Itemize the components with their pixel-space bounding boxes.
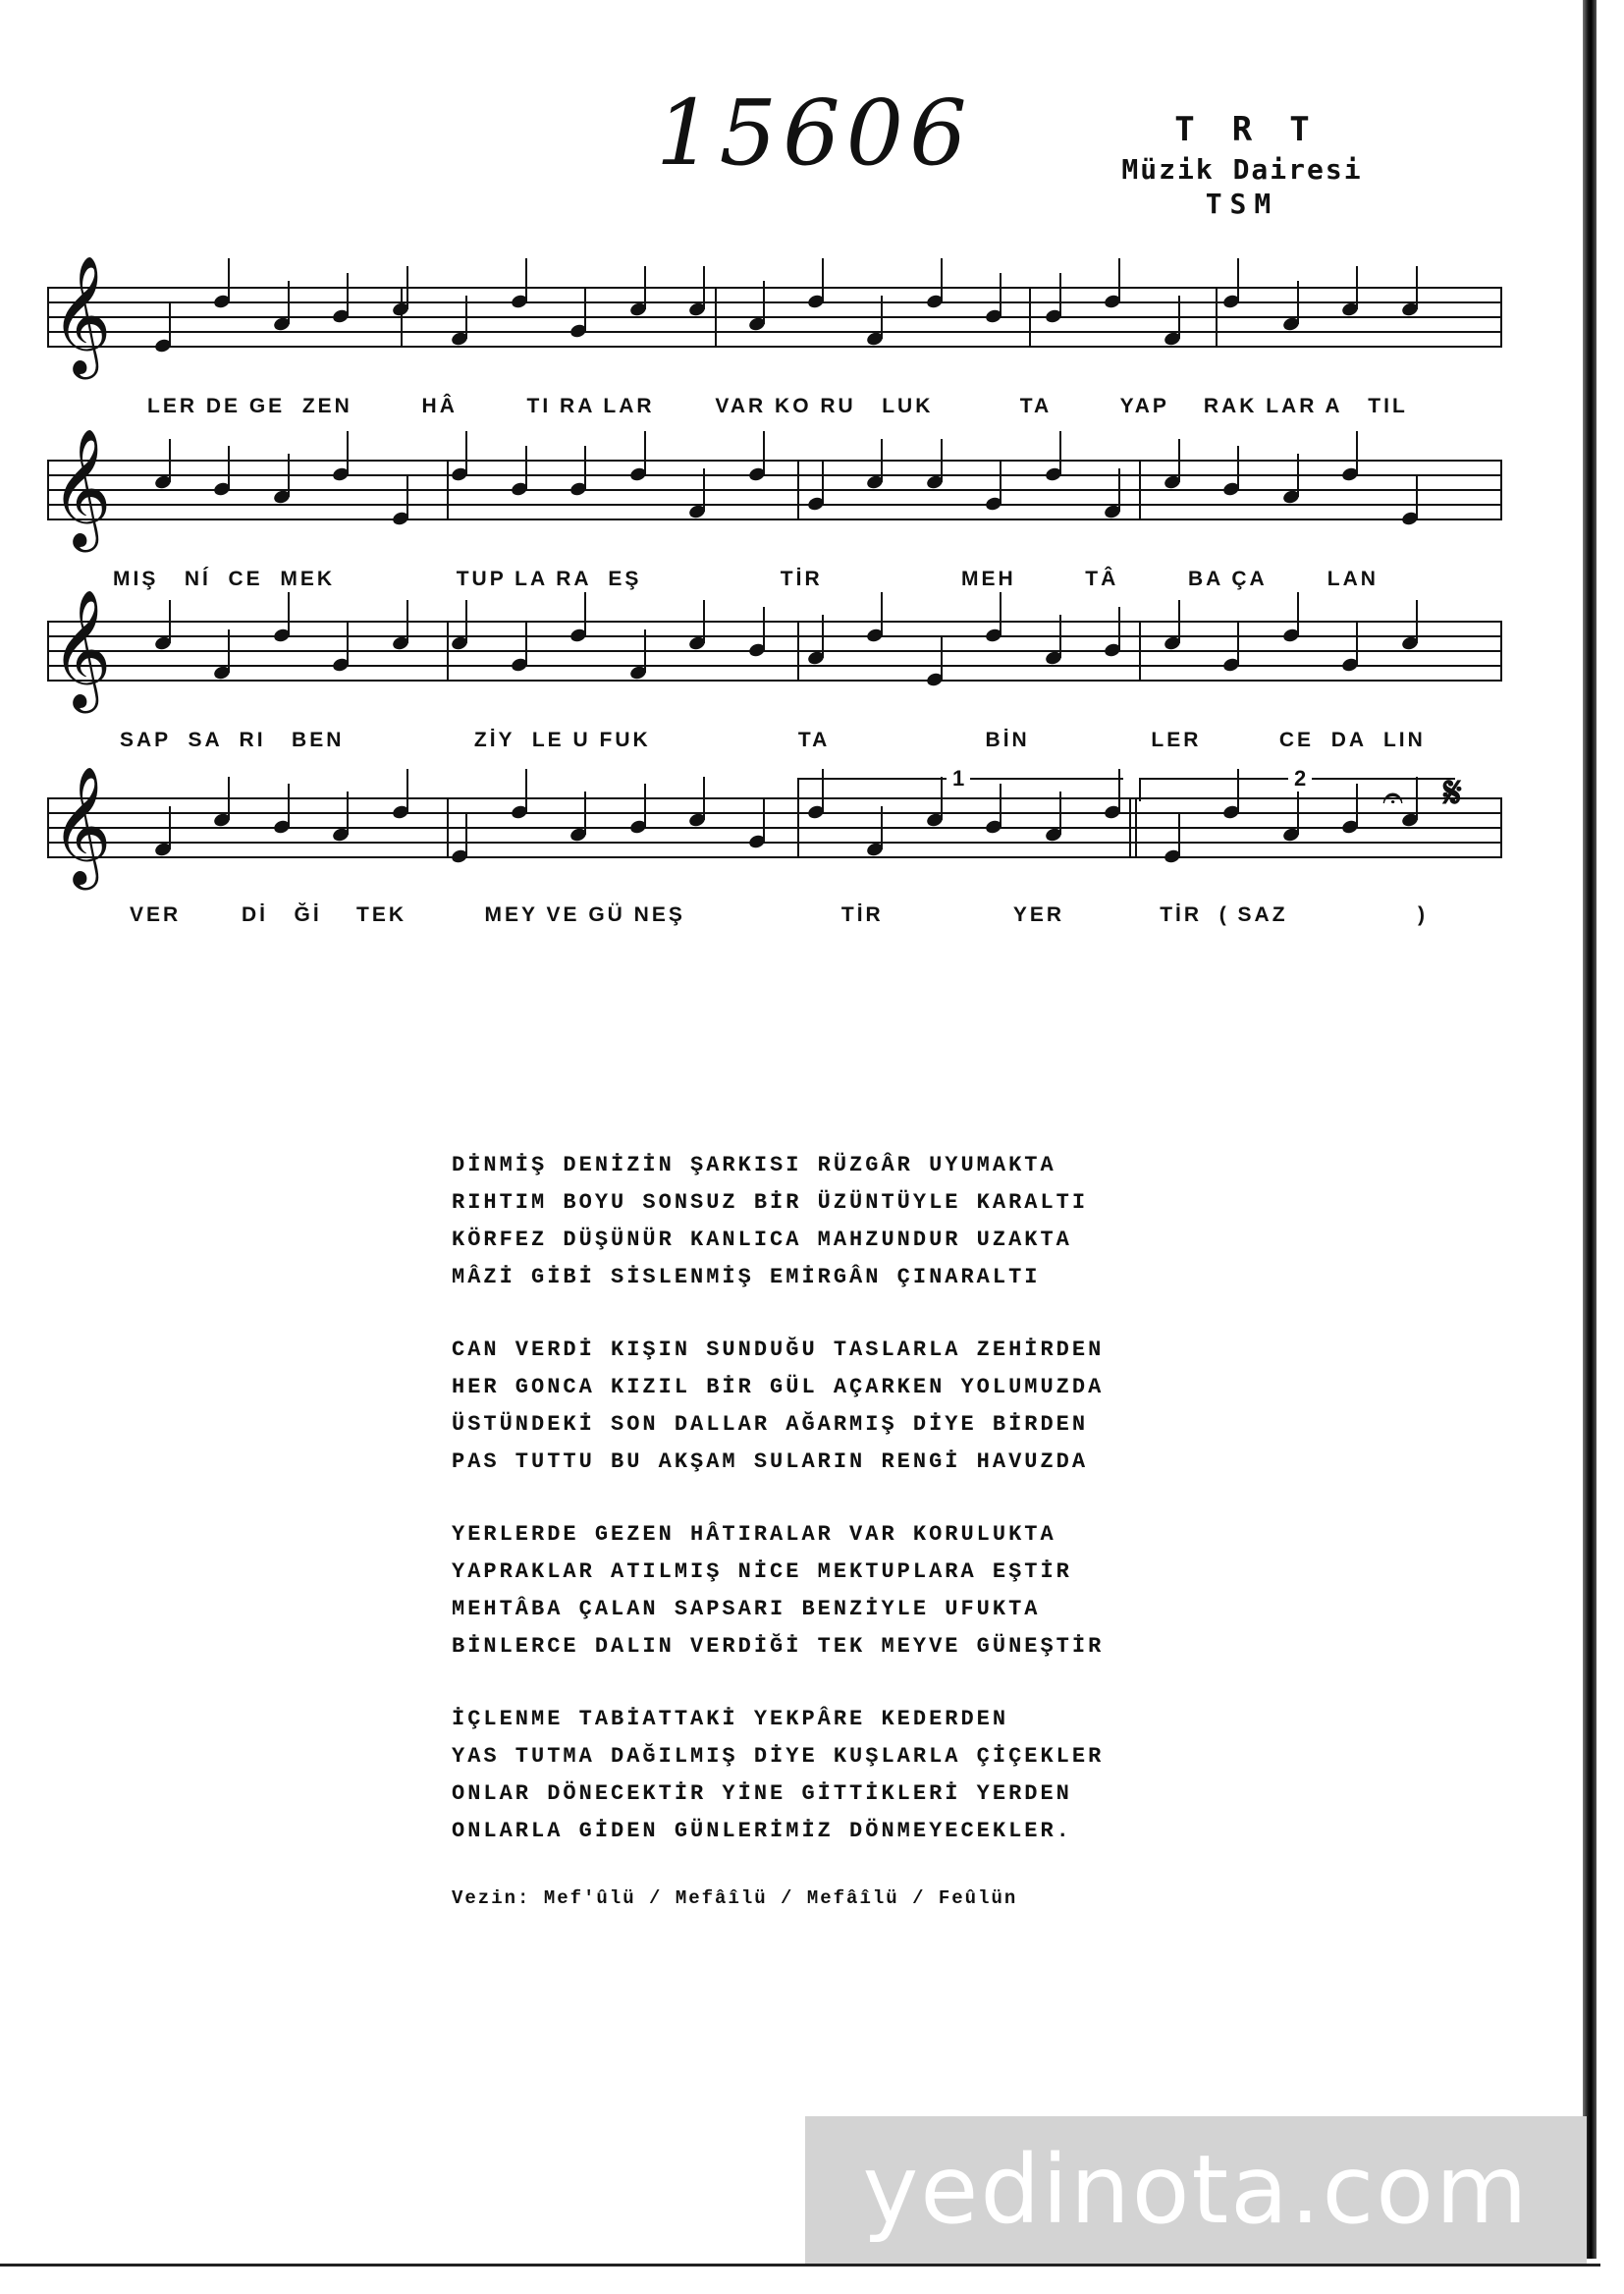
poem-text	[452, 1147, 1335, 1885]
barline	[797, 460, 799, 520]
volta-number-2: 2	[1288, 766, 1312, 792]
note-stem	[169, 806, 171, 849]
lyrics-system-3: SAP SA RI BEN ZİY LE U FUK TA BİN LER CE DA LIN	[120, 729, 1426, 751]
note-stem	[763, 431, 765, 474]
treble-clef-icon: 𝄞	[51, 588, 112, 708]
lyrics-system-1: LER DE GE ZEN HÂ TI RA LAR VAR KO RU LUK TA YAP RAK LAR A TIL	[147, 395, 1408, 417]
note-stem	[1000, 461, 1001, 504]
staff-line	[47, 621, 1500, 623]
treble-clef-icon: 𝄞	[51, 427, 112, 547]
meter-line: Vezin: Mef'ûlü / Mefâîlü / Mefâîlü / Feûlün	[452, 1887, 1018, 1909]
watermark	[805, 2116, 1587, 2264]
watermark-text: yedinota.com	[862, 2135, 1530, 2245]
note-stem	[1356, 431, 1358, 474]
note-stem	[763, 798, 765, 842]
note-stem	[1000, 273, 1001, 316]
staff-line	[47, 827, 1500, 829]
note-stem	[465, 600, 467, 643]
barline	[1139, 460, 1141, 520]
poem-line: ÜSTÜNDEKİ SON DALLAR AĞARMIŞ DİYE BİRDEN	[452, 1412, 1089, 1437]
note-stem	[644, 784, 646, 827]
note-stem	[288, 454, 290, 497]
note-stem	[822, 258, 824, 301]
note-stem	[1356, 266, 1358, 309]
note-stem	[703, 468, 705, 512]
poem-stanza	[452, 1701, 1335, 1850]
note-stem	[1237, 622, 1239, 665]
note-stem	[941, 439, 943, 482]
note-stem	[465, 431, 467, 474]
note-stem	[584, 288, 586, 331]
volta-bracket-1	[797, 766, 1123, 801]
note-stem	[1118, 607, 1120, 650]
barline	[1500, 797, 1502, 858]
staff-line	[47, 331, 1500, 333]
note-stem	[1297, 592, 1299, 635]
note-stem	[644, 431, 646, 474]
staff-line	[47, 316, 1500, 318]
barline	[1216, 287, 1218, 348]
note-stem	[1416, 600, 1418, 643]
note-stem	[406, 475, 408, 519]
note-stem	[1178, 600, 1180, 643]
note-stem	[1416, 266, 1418, 309]
stamp-line-1: TRT	[1174, 110, 1347, 149]
note-stem	[703, 600, 705, 643]
note-stem	[881, 592, 883, 635]
staff-line	[47, 489, 1500, 491]
note-stem	[1237, 258, 1239, 301]
staff-line	[47, 287, 1500, 289]
note-stem	[644, 266, 646, 309]
segno-icon: 𝄋	[1443, 768, 1462, 818]
barline	[797, 797, 799, 858]
note-stem	[763, 607, 765, 650]
note-stem	[1118, 468, 1120, 512]
note-stem	[1237, 446, 1239, 489]
music-score	[0, 0, 1624, 943]
note-stem	[406, 600, 408, 643]
staff-line	[47, 346, 1500, 348]
note-stem	[1059, 273, 1061, 316]
note-stem	[1297, 281, 1299, 324]
staff-line	[47, 665, 1500, 667]
barline	[715, 287, 717, 348]
note-stem	[1356, 622, 1358, 665]
staff-line	[47, 680, 1500, 682]
poem-line: YERLERDE GEZEN HÂTIRALAR VAR KORULUKTA	[452, 1522, 1056, 1547]
stamp-line-3: TSM	[1205, 188, 1279, 220]
note-stem	[1297, 454, 1299, 497]
poem-line: MEHTÂBA ÇALAN SAPSARI BENZİYLE UFUKTA	[452, 1597, 1041, 1621]
note-stem	[1178, 296, 1180, 339]
barline	[1139, 621, 1141, 682]
note-stem	[584, 446, 586, 489]
barline	[797, 621, 799, 682]
poem-line: MÂZİ GİBİ SİSLENMİŞ EMİRGÂN ÇINARALTI	[452, 1265, 1041, 1289]
page-bottom-edge	[0, 2264, 1600, 2267]
note-stem	[347, 431, 349, 474]
staff-line	[47, 812, 1500, 814]
poem-stanza	[452, 1147, 1335, 1296]
barline	[47, 287, 49, 348]
poem-line: ONLAR DÖNECEKTİR YİNE GİTTİKLERİ YERDEN	[452, 1781, 1072, 1806]
note-stem	[941, 636, 943, 680]
poem-line: CAN VERDİ KIŞIN SUNDUĞU TASLARLA ZEHİRDEN	[452, 1338, 1105, 1362]
note-stem	[169, 600, 171, 643]
note-stem	[228, 629, 230, 673]
staff-line	[47, 504, 1500, 506]
barline	[447, 621, 449, 682]
staff-line	[47, 856, 1500, 858]
note-stem	[763, 281, 765, 324]
staff-line	[47, 301, 1500, 303]
treble-clef-icon: 𝄞	[51, 254, 112, 374]
poem-line: DİNMİŞ DENİZİN ŞARKISI RÜZGÂR UYUMAKTA	[452, 1153, 1056, 1177]
note-stem	[822, 461, 824, 504]
fermata-icon: 𝄐	[1382, 776, 1404, 819]
poem-line: BİNLERCE DALIN VERDİĞİ TEK MEYVE GÜNEŞTİR	[452, 1634, 1105, 1659]
treble-clef-icon: 𝄞	[51, 765, 112, 885]
note-stem	[288, 592, 290, 635]
volta-bracket-2	[1139, 766, 1455, 801]
barline	[401, 287, 403, 348]
poem-line: YAS TUTMA DAĞILMIŞ DİYE KUŞLARLA ÇİÇEKLER	[452, 1744, 1105, 1769]
note-stem	[881, 439, 883, 482]
note-stem	[1059, 615, 1061, 658]
note-stem	[347, 273, 349, 316]
poem-line: PAS TUTTU BU AKŞAM SULARIN RENGİ HAVUZDA	[452, 1449, 1089, 1474]
barline	[1500, 287, 1502, 348]
note-stem	[465, 296, 467, 339]
poem-line: RIHTIM BOYU SONSUZ BİR ÜZÜNTÜYLE KARALTI	[452, 1190, 1089, 1215]
note-stem	[941, 258, 943, 301]
note-stem	[525, 258, 527, 301]
note-stem	[228, 446, 230, 489]
note-stem	[703, 266, 705, 309]
stamp-line-2: Müzik Dairesi	[1121, 153, 1363, 186]
staff-line	[47, 519, 1500, 520]
barline	[47, 621, 49, 682]
barline	[1129, 797, 1131, 858]
staff-line	[47, 474, 1500, 476]
note-stem	[525, 769, 527, 812]
note-stem	[1000, 592, 1001, 635]
note-stem	[406, 266, 408, 309]
barline	[1500, 621, 1502, 682]
note-stem	[465, 813, 467, 856]
barline	[1500, 460, 1502, 520]
poem-line: YAPRAKLAR ATILMIŞ NİCE MEKTUPLARA EŞTİR	[452, 1559, 1072, 1584]
note-stem	[1178, 439, 1180, 482]
note-stem	[881, 806, 883, 849]
note-stem	[644, 629, 646, 673]
staff-line	[47, 842, 1500, 844]
note-stem	[169, 439, 171, 482]
barline	[47, 797, 49, 858]
barline	[447, 460, 449, 520]
poem-line: ONLARLA GİDEN GÜNLERİMİZ DÖNMEYECEKLER.	[452, 1819, 1072, 1843]
poem-stanza	[452, 1516, 1335, 1666]
poem-line: HER GONCA KIZIL BİR GÜL AÇARKEN YOLUMUZDA	[452, 1375, 1105, 1399]
lyrics-system-2: MIŞ NÍ CE MEK TUP LA RA EŞ TİR MEH TÂ BA ÇA LAN	[113, 568, 1379, 590]
barline	[447, 797, 449, 858]
note-stem	[525, 622, 527, 665]
barline	[47, 460, 49, 520]
note-stem	[288, 281, 290, 324]
staff-line	[47, 460, 1500, 462]
note-stem	[881, 296, 883, 339]
note-stem	[228, 258, 230, 301]
note-stem	[406, 769, 408, 812]
barline	[1135, 797, 1137, 858]
note-stem	[347, 792, 349, 835]
barline	[1029, 287, 1031, 348]
note-stem	[288, 784, 290, 827]
note-stem	[1416, 475, 1418, 519]
note-stem	[822, 615, 824, 658]
note-stem	[347, 622, 349, 665]
catalog-number: 15606	[656, 81, 973, 186]
note-stem	[228, 777, 230, 820]
poem-line: KÖRFEZ DÜŞÜNÜR KANLICA MAHZUNDUR UZAKTA	[452, 1228, 1072, 1252]
note-stem	[169, 302, 171, 346]
note-stem	[1178, 813, 1180, 856]
note-stem	[1059, 431, 1061, 474]
note-stem	[584, 592, 586, 635]
poem-stanza	[452, 1332, 1335, 1481]
note-stem	[525, 446, 527, 489]
note-stem	[1118, 258, 1120, 301]
lyrics-system-4: VER Dİ Ğİ TEK MEY VE GÜ NEŞ TİR YER TİR ( SAZ )	[130, 903, 1429, 926]
note-stem	[584, 792, 586, 835]
poem-line: İÇLENME TABİATTAKİ YEKPÂRE KEDERDEN	[452, 1707, 1009, 1731]
volta-number-1: 1	[947, 766, 970, 792]
staff-line	[47, 650, 1500, 652]
note-stem	[703, 777, 705, 820]
